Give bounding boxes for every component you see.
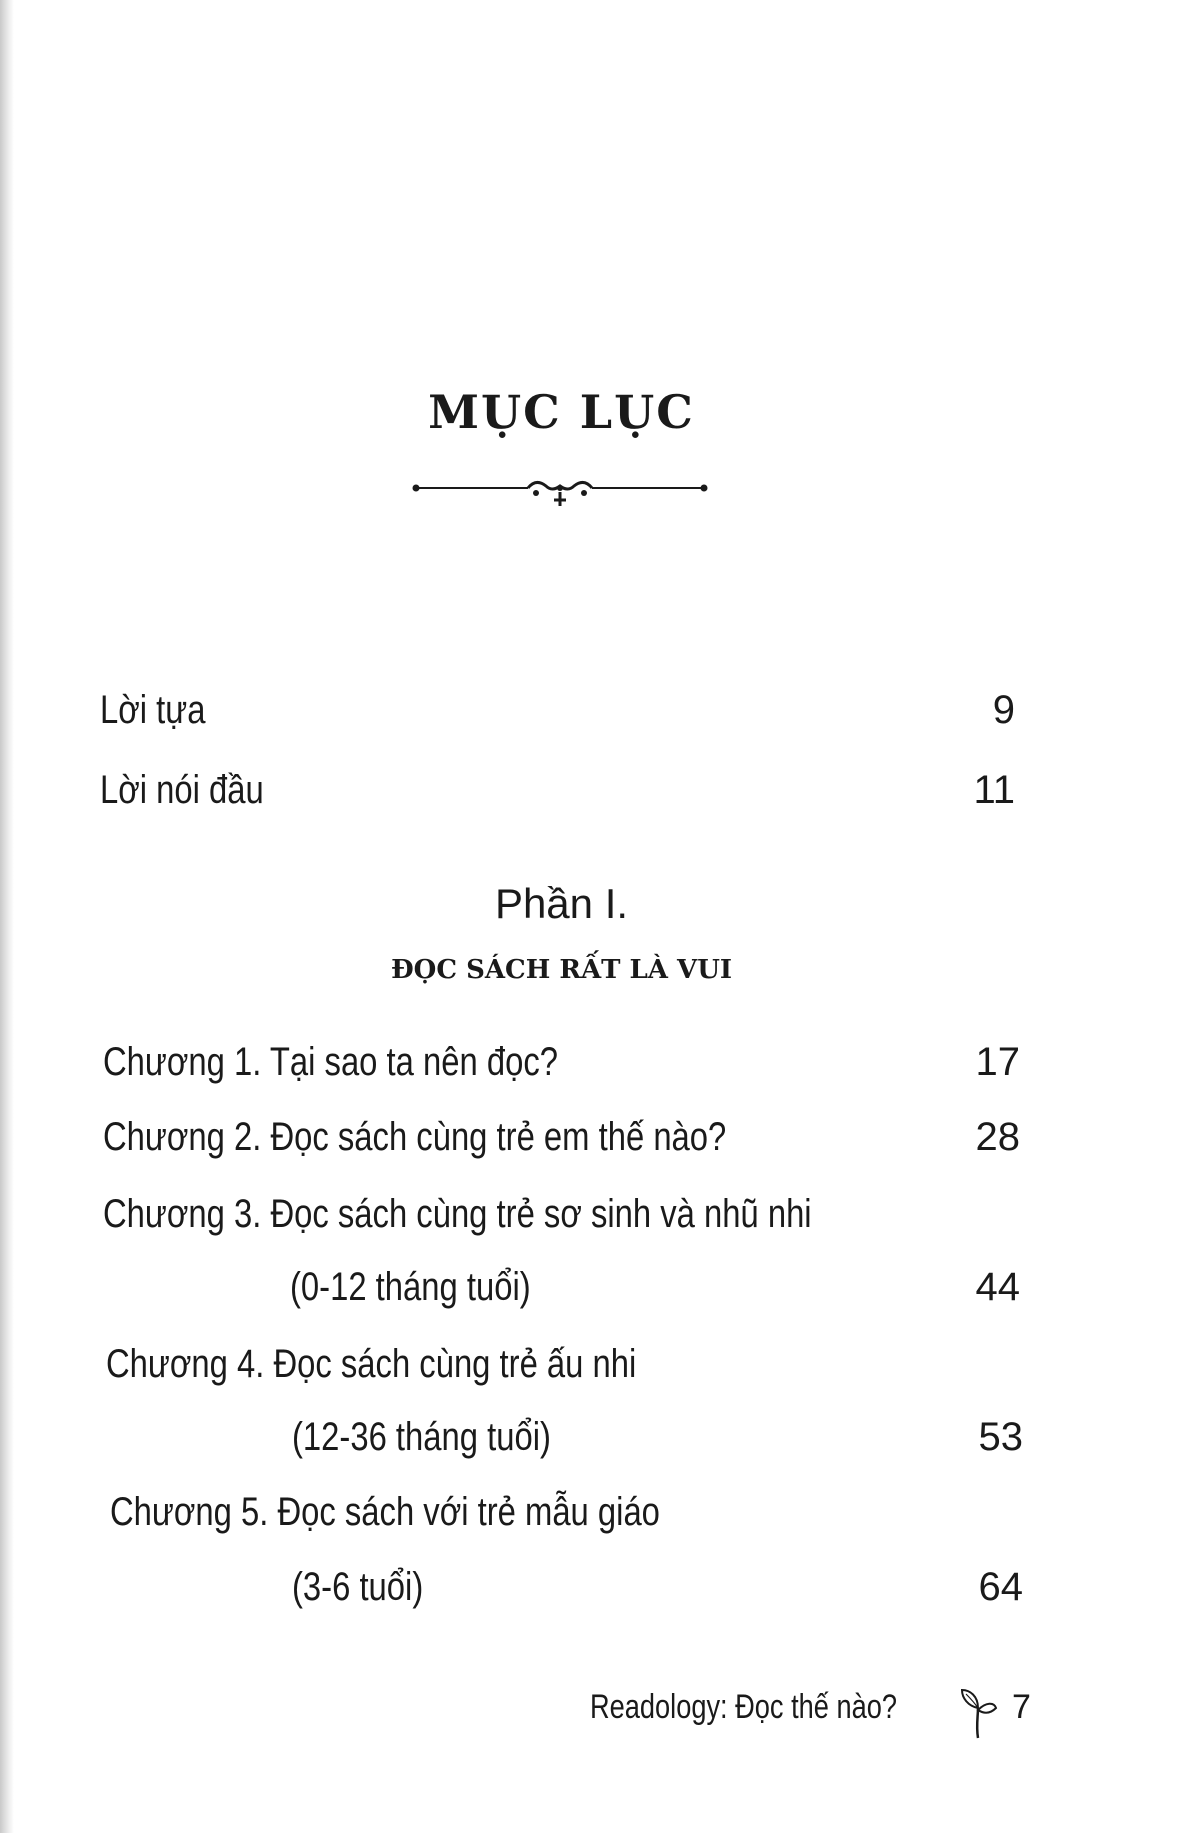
- toc-page-chapter-3: 44: [975, 1265, 1020, 1309]
- part-label: Phần I.: [494, 880, 629, 927]
- toc-entry-chapter-2[interactable]: Chương 2. Đọc sách cùng trẻ em thế nào?: [103, 1115, 727, 1159]
- toc-page-chapter-4: 53: [978, 1415, 1023, 1459]
- toc-entry-chapter-5-sub: (3-6 tuổi): [292, 1565, 424, 1609]
- toc-page-chapter-1: 17: [975, 1040, 1020, 1084]
- toc-page-chapter-5: 64: [978, 1565, 1023, 1609]
- toc-entry-loi-noi-dau[interactable]: Lời nói đầu: [100, 768, 264, 812]
- toc-entry-chapter-4[interactable]: Chương 4. Đọc sách cùng trẻ ấu nhi: [106, 1342, 637, 1386]
- toc-entry-chapter-3-sub: (0-12 tháng tuổi): [290, 1265, 531, 1309]
- sprout-icon: [958, 1682, 998, 1740]
- toc-page-loi-tua: 9: [992, 688, 1015, 732]
- toc-entry-chapter-3[interactable]: Chương 3. Đọc sách cùng trẻ sơ sinh và nhũ nhi: [103, 1192, 812, 1236]
- toc-entry-chapter-1[interactable]: Chương 1. Tại sao ta nên đọc?: [103, 1040, 558, 1084]
- toc-title: MỤC LỤC: [428, 385, 695, 439]
- toc-entry-chapter-4-sub: (12-36 tháng tuổi): [292, 1415, 551, 1459]
- toc-entry-chapter-5[interactable]: Chương 5. Đọc sách với trẻ mẫu giáo: [110, 1490, 660, 1534]
- ornament-divider-icon: [410, 470, 710, 520]
- toc-page-loi-noi-dau: 11: [973, 768, 1015, 812]
- toc-page-chapter-2: 28: [975, 1115, 1020, 1159]
- part-title: ĐỌC SÁCH RẤT LÀ VUI: [390, 955, 733, 985]
- footer-book-title: Readology: Đọc thế nào?: [590, 1688, 897, 1726]
- footer-page-number: 7: [1012, 1688, 1031, 1726]
- toc-entry-loi-tua[interactable]: Lời tựa: [100, 688, 206, 732]
